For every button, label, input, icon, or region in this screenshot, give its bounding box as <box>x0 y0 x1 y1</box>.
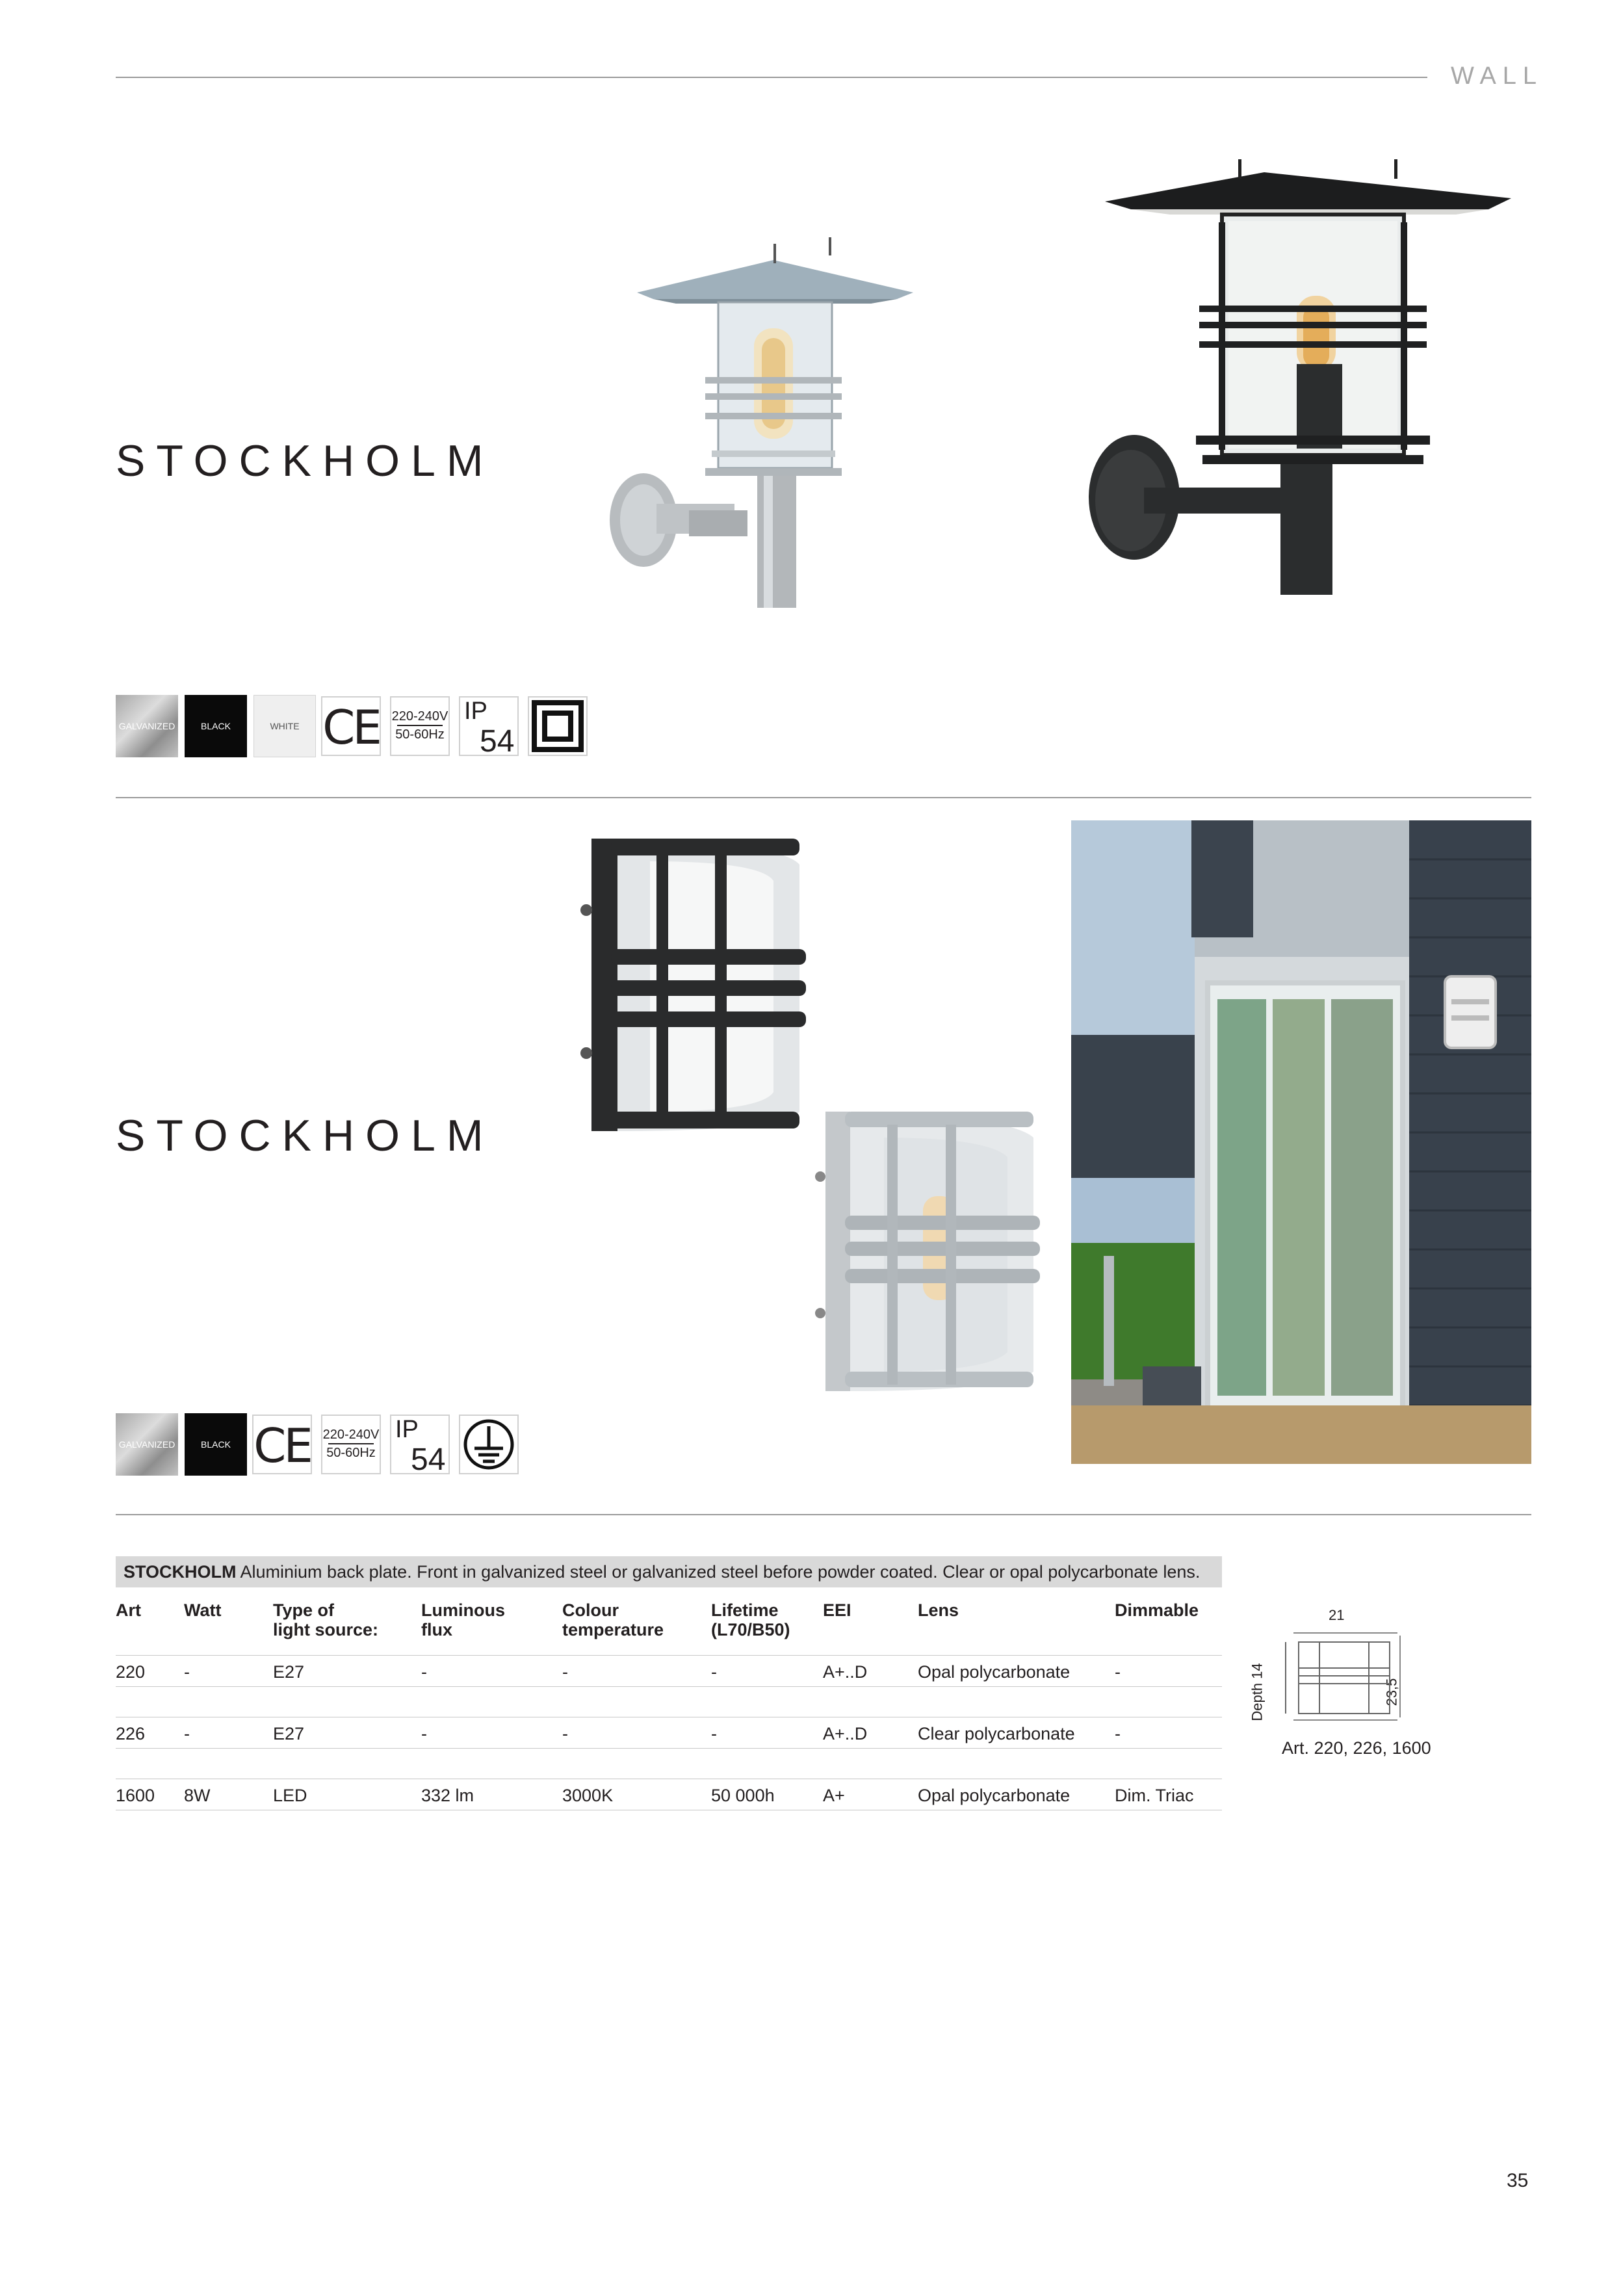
row-divider <box>116 1655 1222 1656</box>
product-1-photo-black <box>1066 150 1521 618</box>
spec-description-bar <box>116 1556 1222 1587</box>
dimension-caption: Art. 220, 226, 1600 <box>1282 1738 1431 1758</box>
cell-art: 226 <box>116 1724 146 1743</box>
row-divider <box>116 1686 1222 1687</box>
lamp-outline-diagram <box>1280 1629 1404 1727</box>
cell-watt: 8W <box>184 1786 211 1805</box>
table-row <box>116 1718 1222 1749</box>
finish-galvanized-swatch: GALVANIZED <box>116 695 178 757</box>
header-rule <box>116 77 1427 78</box>
cell-colour-temperature: - <box>562 1724 568 1743</box>
finish-white-swatch: WHITE <box>253 695 316 757</box>
cell-eei: A+ <box>823 1786 845 1805</box>
product-1-photo-galvanized <box>598 231 949 621</box>
section-rule-2 <box>116 1514 1531 1515</box>
cell-art: 1600 <box>116 1786 155 1805</box>
cell-eei: A+..D <box>823 1724 868 1743</box>
cell-lens: Clear polycarbonate <box>918 1724 1075 1743</box>
table-row <box>116 1656 1222 1688</box>
dimension-width: 21 <box>1329 1607 1345 1623</box>
cell-light-source: E27 <box>273 1724 305 1743</box>
table-row <box>116 1780 1222 1811</box>
dimension-depth: Depth 14 <box>1249 1663 1266 1721</box>
ce-mark-icon: CE <box>321 696 381 756</box>
spec-table <box>116 1600 1222 1811</box>
cell-light-source: LED <box>273 1786 307 1805</box>
finish-galvanized-swatch-2: GALVANIZED <box>116 1413 178 1476</box>
product-2-title: STOCKHOLM <box>116 1111 495 1160</box>
frequency-label: 50-60Hz <box>395 727 445 742</box>
col-header-lens: Lens <box>918 1600 959 1620</box>
cell-luminous-flux: - <box>421 1724 427 1743</box>
ip-label-2: IP <box>395 1416 419 1443</box>
cell-lens: Opal polycarbonate <box>918 1662 1071 1682</box>
class-ii-double-insulation-icon <box>528 696 588 756</box>
dimension-drawing <box>1248 1606 1456 1758</box>
spec-product-name: STOCKHOLM <box>123 1562 237 1582</box>
cell-art: 220 <box>116 1662 146 1682</box>
cell-colour-temperature: 3000K <box>562 1786 614 1805</box>
ip-rating-icon <box>459 696 519 759</box>
cell-lifetime: - <box>711 1662 717 1682</box>
cell-luminous-flux: - <box>421 1662 427 1682</box>
cell-dimmable: Dim. Triac <box>1115 1786 1194 1805</box>
ip-label: IP <box>464 698 487 725</box>
row-divider <box>116 1748 1222 1749</box>
col-header-dimmable: Dimmable <box>1115 1600 1199 1620</box>
ce-mark-icon-2: CE <box>252 1415 312 1474</box>
finish-black-swatch-2: BLACK <box>185 1413 247 1476</box>
product-2-photo-galvanized <box>812 1099 1043 1404</box>
voltage-icon <box>390 696 450 756</box>
cell-eei: A+..D <box>823 1662 868 1682</box>
voltage-label-2: 220-240V <box>322 1428 380 1442</box>
col-header-luminous-flux: Luminous flux <box>421 1600 505 1639</box>
cell-dimmable: - <box>1115 1662 1121 1682</box>
voltage-icon-2 <box>321 1415 381 1474</box>
page-number: 35 <box>1507 2170 1529 2191</box>
product-1-title: STOCKHOLM <box>116 436 495 486</box>
spec-description: Aluminium back plate. Front in galvanized steel or galvanized steel before powder coated. Clear or opal polycarbonate lens. <box>240 1562 1201 1582</box>
voltage-label: 220-240V <box>391 709 448 724</box>
col-header-light-source: Type of light source: <box>273 1600 379 1639</box>
product-2-photo-black <box>572 826 806 1144</box>
cell-colour-temperature: - <box>562 1662 568 1682</box>
cell-lifetime: - <box>711 1724 717 1743</box>
col-header-eei: EEI <box>823 1600 851 1620</box>
col-header-art: Art <box>116 1600 141 1620</box>
section-rule-1 <box>116 797 1531 798</box>
cell-dimmable: - <box>1115 1724 1121 1743</box>
col-header-colour-temperature: Colour temperature <box>562 1600 664 1639</box>
dimension-height: 23,5 <box>1383 1678 1400 1706</box>
col-header-lifetime: Lifetime (L70/B50) <box>711 1600 790 1639</box>
installation-scene-photo <box>1071 820 1531 1464</box>
ip-number-2: 54 <box>411 1442 446 1477</box>
ip-rating-icon-2 <box>390 1415 450 1477</box>
cell-watt: - <box>184 1724 190 1743</box>
cell-lens: Opal polycarbonate <box>918 1786 1071 1805</box>
finish-black-swatch: BLACK <box>185 695 247 757</box>
cell-watt: - <box>184 1662 190 1682</box>
col-header-watt: Watt <box>184 1600 222 1620</box>
spec-header-row <box>116 1600 1222 1656</box>
frequency-label-2: 50-60Hz <box>326 1445 376 1460</box>
cell-light-source: E27 <box>273 1662 305 1682</box>
cell-luminous-flux: 332 lm <box>421 1786 474 1805</box>
cell-lifetime: 50 000h <box>711 1786 775 1805</box>
ip-number: 54 <box>480 724 515 759</box>
section-label: WALL <box>1451 62 1544 90</box>
protective-earth-icon <box>459 1415 519 1474</box>
